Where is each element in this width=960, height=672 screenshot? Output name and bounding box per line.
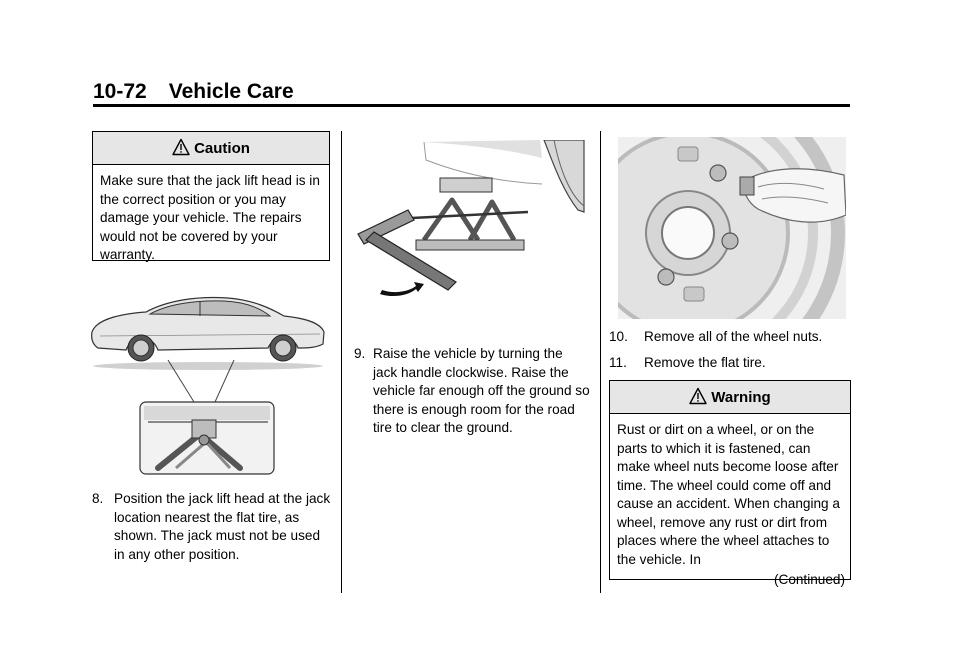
step-11-text: Remove the flat tire. bbox=[644, 355, 766, 370]
step-8 bbox=[92, 490, 332, 564]
step-9-text: Raise the vehicle by turning the jack handle clockwise. Raise the vehicle far enough off the ground so there is enough room for the road tire to clear the ground. bbox=[373, 346, 590, 435]
warning-text: Rust or dirt on a wheel, or on the parts to which it is fastened, can make wheel nuts become loose after time. The wheel could come off and cause an accident. When changing a wheel, remove any rust or dirt from places where the wheel attaches to the vehicle. In bbox=[617, 422, 840, 567]
warning-triangle-icon bbox=[172, 138, 190, 156]
step-9-number: 9. bbox=[354, 346, 366, 361]
step-9 bbox=[354, 345, 590, 438]
step-8-text: Position the jack lift head at the jack location nearest the flat tire, as shown. The jack must not be used in any other position. bbox=[114, 491, 331, 562]
caution-text: Make sure that the jack lift head is in the correct position or you may damage your vehicle. The repairs would not be covered by your warranty. bbox=[100, 173, 320, 262]
scissor-jack bbox=[412, 178, 528, 250]
jack-point-detail bbox=[140, 402, 274, 474]
warning-title: Warning bbox=[711, 389, 771, 406]
caution-box bbox=[92, 131, 330, 261]
step-10-text: Remove all of the wheel nuts. bbox=[644, 329, 823, 344]
car-jack-location-figure bbox=[88, 292, 333, 477]
header-rule bbox=[93, 104, 850, 107]
column-divider-2 bbox=[600, 131, 601, 593]
caution-header bbox=[93, 132, 329, 165]
column-divider-1 bbox=[341, 131, 342, 593]
step-11-number: 11. bbox=[609, 355, 627, 370]
page-number: 10-72 bbox=[93, 80, 147, 103]
step-11 bbox=[609, 354, 849, 373]
rotation-arrow-icon bbox=[380, 282, 424, 296]
page-header bbox=[93, 80, 294, 104]
wheel-nuts-figure bbox=[618, 137, 846, 319]
step-8-number: 8. bbox=[92, 491, 104, 506]
section-title: Vehicle Care bbox=[168, 80, 294, 103]
caution-title: Caution bbox=[194, 140, 250, 157]
jack-raising-figure bbox=[352, 140, 585, 300]
warning-triangle-icon bbox=[689, 387, 707, 405]
continued-label: (Continued) bbox=[773, 572, 845, 587]
step-10 bbox=[609, 328, 849, 347]
warning-header bbox=[610, 381, 850, 414]
sedan-illustration bbox=[92, 298, 324, 370]
step-10-number: 10. bbox=[609, 329, 628, 344]
warning-body bbox=[610, 414, 850, 598]
warning-box bbox=[609, 380, 851, 587]
